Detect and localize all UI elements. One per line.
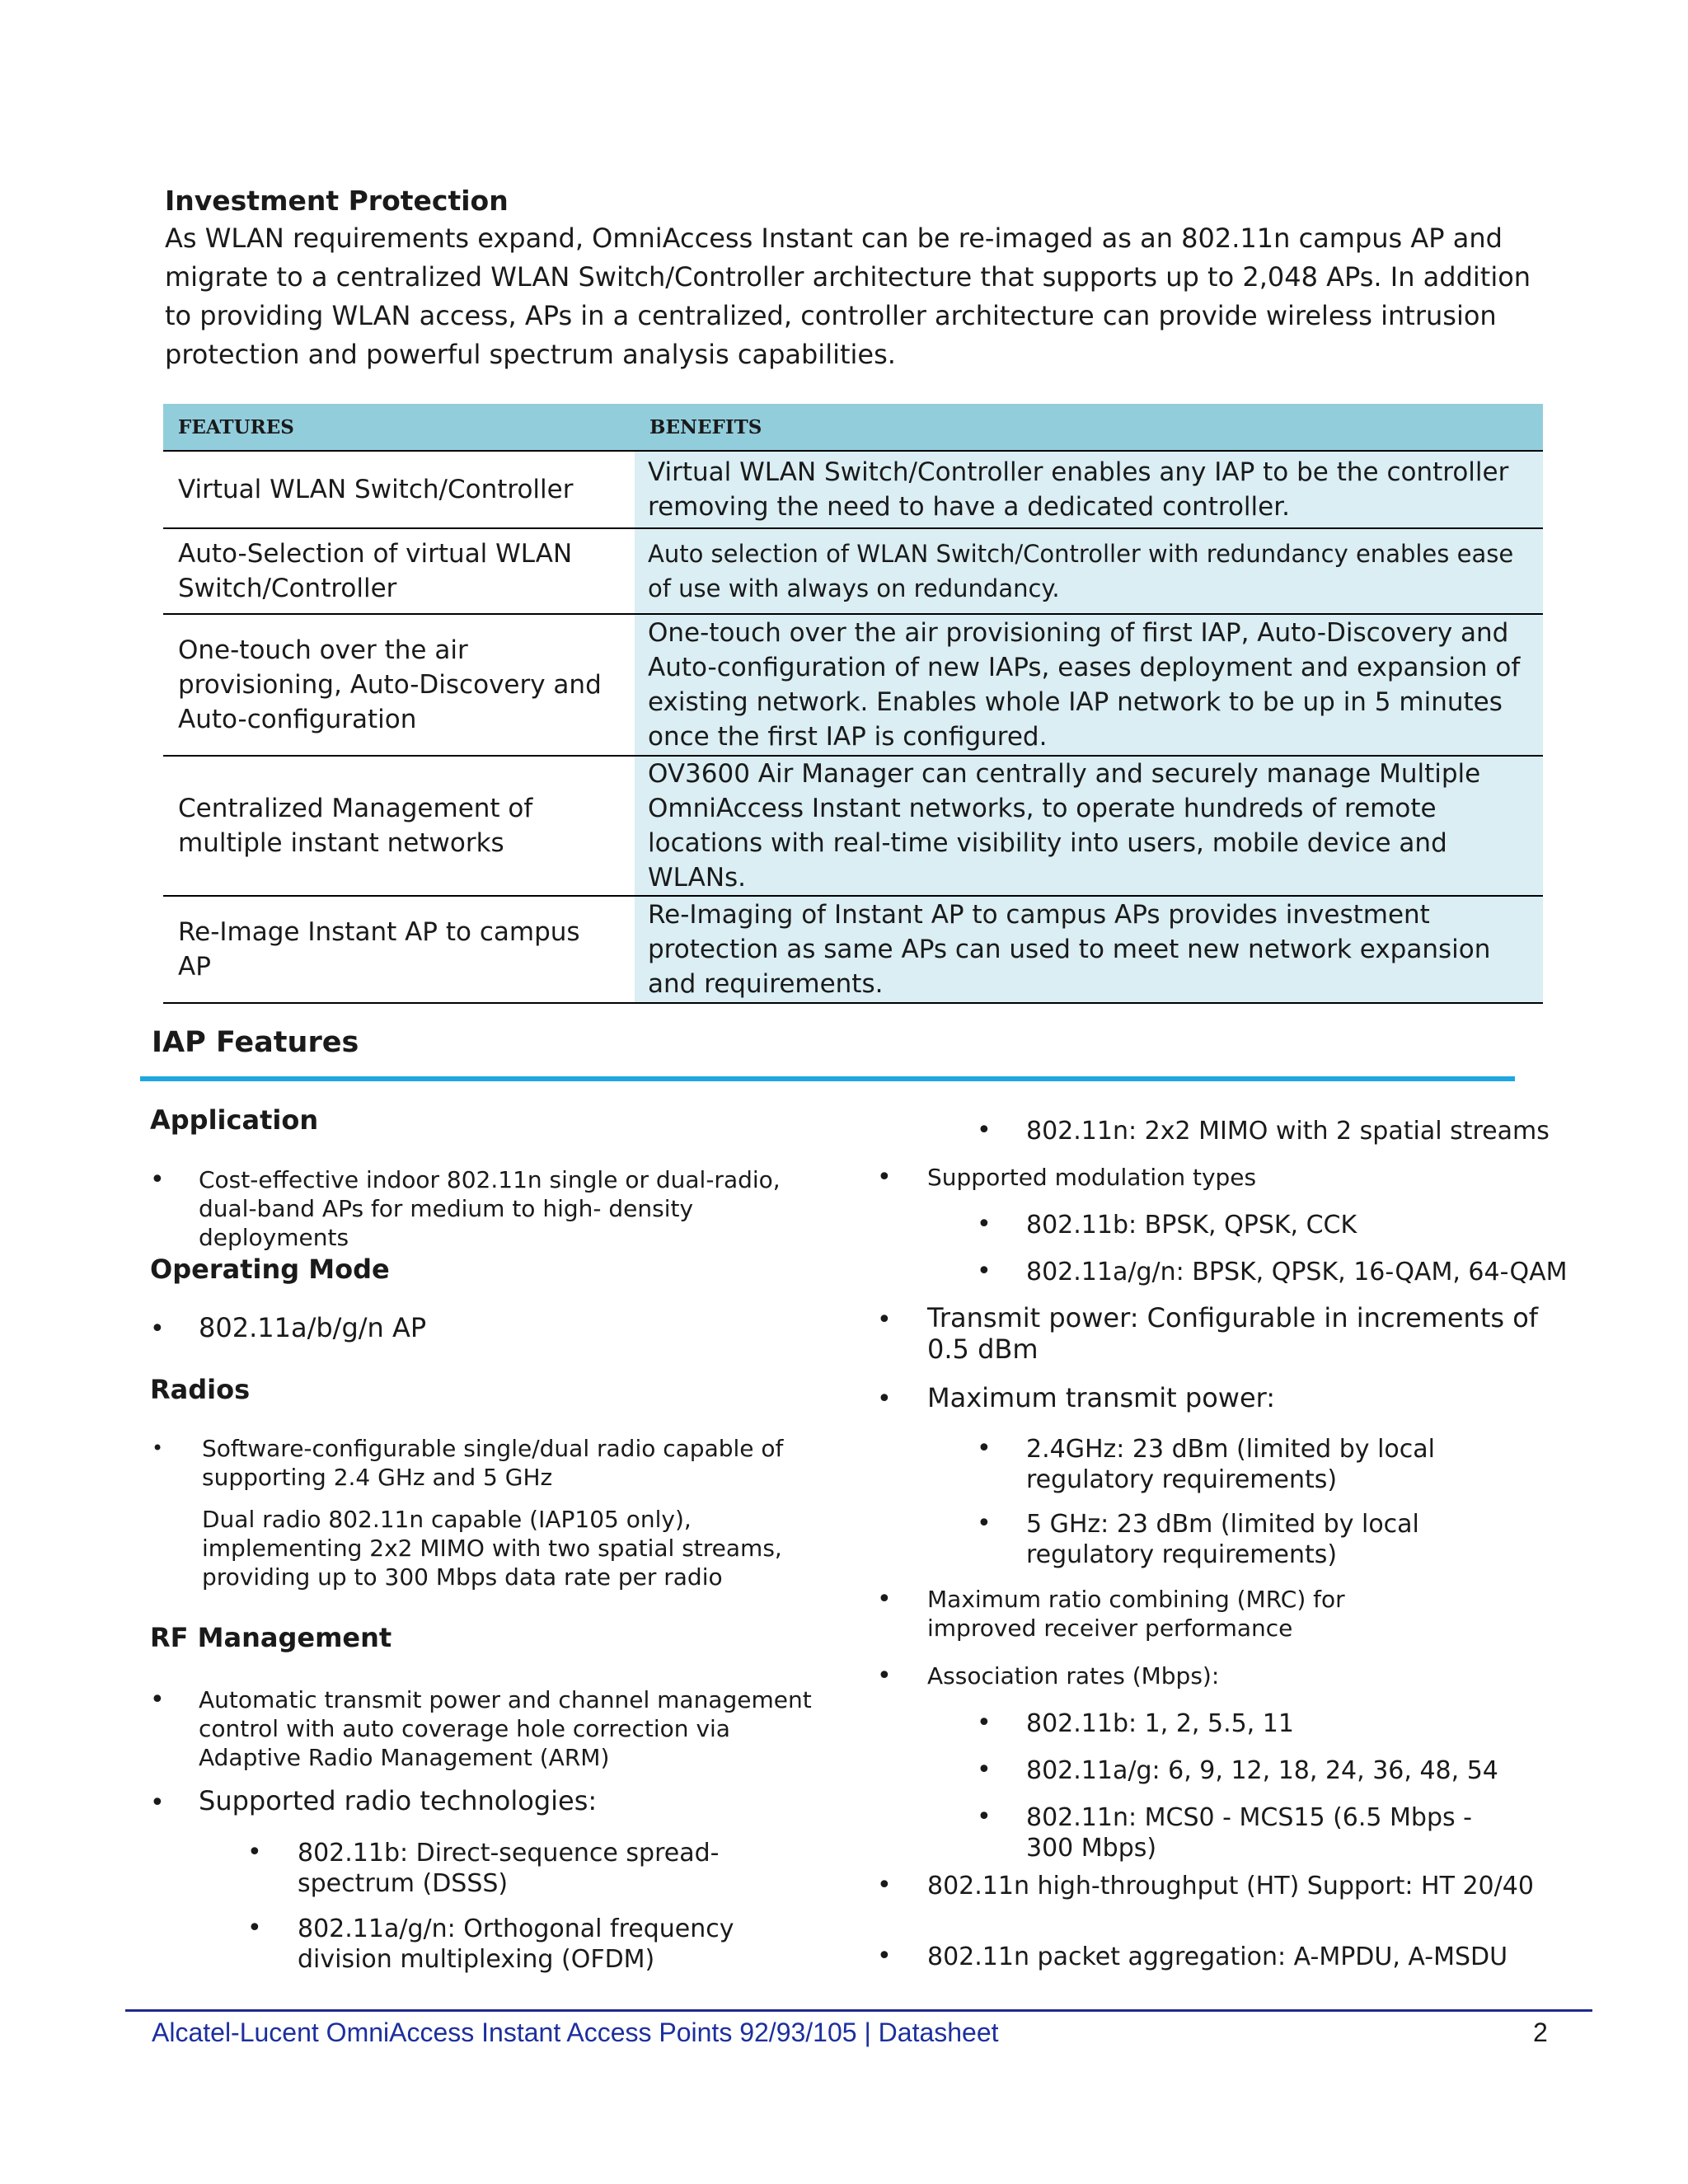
list-item: 802.11a/g/n: Orthogonal frequency division multiplexing (OFDM)	[298, 1915, 734, 1974]
benefit-cell: OV3600 Air Manager can centrally and securely manage Multiple OmniAccess Instant networks, to operate hundreds of remote locations with real-time visibility into users, mobile device and WLANs.	[635, 756, 1543, 896]
section-divider	[140, 1076, 1515, 1081]
list-item: Dual radio 802.11n capable (IAP105 only), implementing 2x2 MIMO with two spatial streams, providing up to 300 Mbps data rate per radio	[202, 1506, 782, 1591]
bullet-icon: •	[977, 1509, 992, 1538]
table-row	[163, 614, 1543, 756]
operating-mode-heading: Operating Mode	[150, 1254, 390, 1285]
bullet-icon: •	[977, 1257, 992, 1286]
list-item: 802.11b: 1, 2, 5.5, 11	[1026, 1709, 1294, 1738]
bullet-icon: •	[877, 1942, 892, 1971]
list-item: 802.11b: BPSK, QPSK, CCK	[1026, 1211, 1357, 1240]
list-item: 802.11a/g: 6, 9, 12, 18, 24, 36, 48, 54	[1026, 1756, 1498, 1785]
list-item: Maximum transmit power:	[927, 1382, 1276, 1413]
bullet-icon: •	[977, 1708, 992, 1737]
bullet-icon: •	[150, 1315, 165, 1343]
list-item: 5 GHz: 23 dBm (limited by local regulatory requirements)	[1026, 1510, 1419, 1569]
list-item: 802.11n: MCS0 - MCS15 (6.5 Mbps - 300 Mbps)	[1026, 1803, 1472, 1863]
feature-cell: Re-Image Instant AP to campus AP	[163, 896, 635, 1003]
bullet-icon: •	[150, 1165, 165, 1194]
bullet-icon: •	[877, 1871, 892, 1900]
table-row	[163, 451, 1543, 528]
list-item: 802.11n packet aggregation: A-MPDU, A-MSDU	[927, 1943, 1508, 1971]
features-benefits-table	[163, 404, 1543, 1004]
features-column-header: FEATURES	[163, 404, 635, 451]
list-item: 2.4GHz: 23 dBm (limited by local regulatory requirements)	[1026, 1435, 1435, 1494]
page-number: 2	[1533, 2018, 1548, 2047]
feature-cell: One-touch over the air provisioning, Auto-Discovery and Auto-configuration	[163, 614, 635, 756]
bullet-icon: •	[152, 1436, 164, 1460]
list-item: Supported radio technologies:	[199, 1785, 598, 1816]
bullet-icon: •	[877, 1163, 892, 1192]
list-item: 802.11n high-throughput (HT) Support: HT 20/40	[927, 1872, 1534, 1900]
bullet-icon: •	[877, 1585, 892, 1614]
rf-management-heading: RF Management	[150, 1622, 392, 1653]
benefit-cell: Auto selection of WLAN Switch/Controller with redundancy enables ease of use with always on redundancy.	[635, 528, 1543, 614]
benefit-cell: Re-Imaging of Instant AP to campus APs provides investment protection as same APs can used to meet new network expansion and requirements.	[635, 896, 1543, 1003]
bullet-icon: •	[150, 1788, 165, 1817]
table-row	[163, 756, 1543, 896]
bullet-icon: •	[977, 1755, 992, 1784]
list-item: 802.11a/b/g/n AP	[199, 1312, 427, 1343]
list-item: Software-configurable single/dual radio capable of supporting 2.4 GHz and 5 GHz	[202, 1435, 784, 1491]
benefit-cell: One-touch over the air provisioning of first IAP, Auto-Discovery and Auto-configuration of new IAPs, eases deployment and expansion of existing network. Enables whole IAP network to be up in 5 minutes once the first IAP is configured.	[635, 614, 1543, 756]
bullet-icon: •	[977, 1802, 992, 1831]
bullet-icon: •	[977, 1116, 992, 1145]
footer-title: Alcatel-Lucent OmniAccess Instant Access Points 92/93/105 | Datasheet	[152, 2018, 999, 2047]
feature-cell: Auto-Selection of virtual WLAN Switch/Controller	[163, 528, 635, 614]
table-row	[163, 896, 1543, 1003]
radios-heading: Radios	[150, 1374, 251, 1405]
list-item: Transmit power: Configurable in increments of 0.5 dBm	[927, 1302, 1539, 1365]
list-item: Association rates (Mbps):	[927, 1662, 1220, 1690]
benefit-cell: Virtual WLAN Switch/Controller enables any IAP to be the controller removing the need to have a dedicated controller.	[635, 451, 1543, 528]
feature-cell: Virtual WLAN Switch/Controller	[163, 451, 635, 528]
bullet-icon: •	[877, 1305, 892, 1334]
table-row	[163, 528, 1543, 614]
bullet-icon: •	[977, 1210, 992, 1239]
benefits-column-header: BENEFITS	[635, 404, 1543, 451]
feature-cell: Centralized Management of multiple instant networks	[163, 756, 635, 896]
list-item: Cost-effective indoor 802.11n single or dual-radio, dual-band APs for medium to high- density deployments	[199, 1166, 781, 1251]
application-heading: Application	[150, 1104, 319, 1136]
list-item: 802.11b: Direct-sequence spread-spectrum (DSSS)	[298, 1839, 720, 1898]
list-item: 802.11a/g/n: BPSK, QPSK, 16-QAM, 64-QAM	[1026, 1258, 1568, 1286]
iap-features-title: IAP Features	[152, 1026, 359, 1059]
bullet-icon: •	[247, 1838, 262, 1867]
bullet-icon: •	[247, 1914, 262, 1943]
table-header-row	[163, 404, 1543, 451]
list-item: Automatic transmit power and channel management control with auto coverage hole correction via Adaptive Radio Management (ARM)	[199, 1686, 812, 1771]
investment-paragraph: As WLAN requirements expand, OmniAccess Instant can be re-imaged as an 802.11n campus AP and migrate to a centralized WLAN Switch/Controller architecture that supports up to 2,048 APs. In addition to providing WLAN access, APs in a centralized, controller architecture can provide wireless intrusion protection and powerful spectrum analysis capabilities.	[165, 223, 1531, 370]
bullet-icon: •	[150, 1685, 165, 1714]
list-item: 802.11n: 2x2 MIMO with 2 spatial streams	[1026, 1117, 1550, 1146]
investment-heading: Investment Protection	[165, 185, 509, 217]
list-item: Maximum ratio combining (MRC) for improved receiver performance	[927, 1586, 1345, 1642]
bullet-icon: •	[877, 1385, 892, 1413]
bullet-icon: •	[877, 1661, 892, 1690]
list-item: Supported modulation types	[927, 1164, 1257, 1191]
bullet-icon: •	[977, 1434, 992, 1463]
footer-divider	[125, 2009, 1592, 2012]
